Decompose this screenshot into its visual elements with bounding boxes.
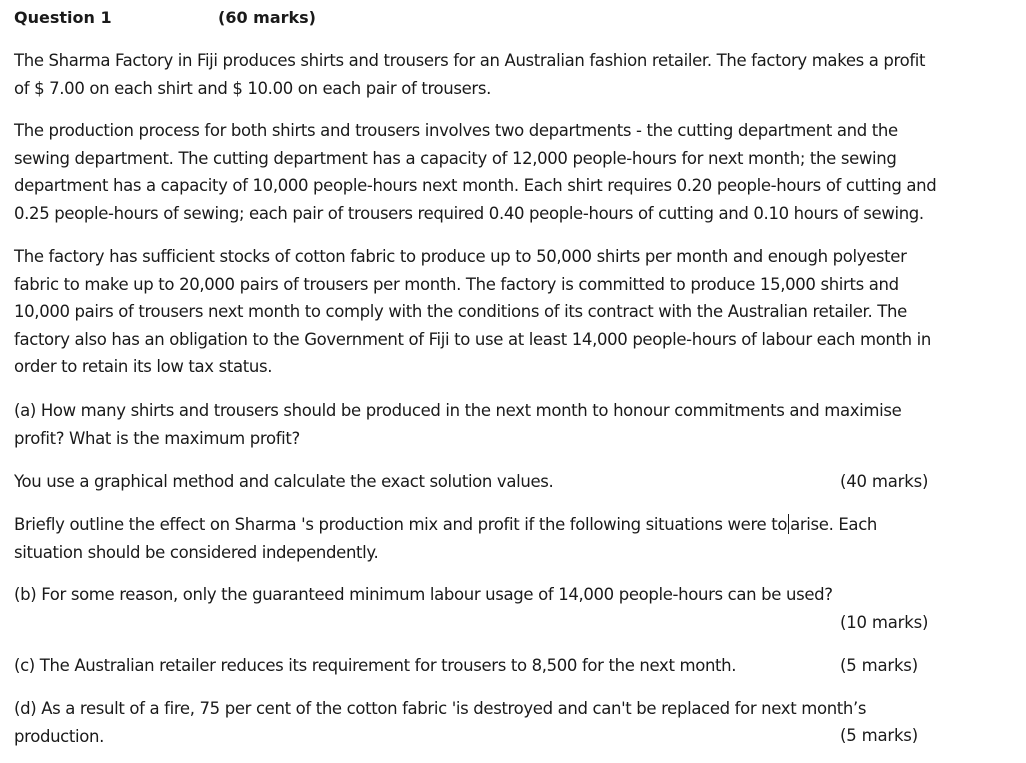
part-a-line-2: profit? What is the maximum profit?	[14, 428, 300, 448]
intro-paragraph	[14, 47, 1006, 102]
method-marks: (40 marks)	[840, 472, 929, 491]
outline-line-1-start: Briefly outline the effect on Sharma 's production mix and profit if the following situations were to	[14, 515, 788, 534]
production-line-4: 0.25 people-hours of sewing; each pair of trousers required 0.40 people-hours of cutting and 0.10 hours of sewing.	[14, 203, 924, 223]
method-text: You use a graphical method and calculate the exact solution values.	[14, 472, 554, 491]
part-c-marks: (5 marks)	[840, 656, 918, 675]
stocks-line-5: order to retain its low tax status.	[14, 357, 273, 376]
text-cursor	[788, 514, 789, 534]
part-d-line-1: (d) As a result of a fire, 75 per cent of the cotton fabric 'is destroyed and can't be replaced for next month’s	[14, 699, 867, 718]
part-b-marks: (10 marks)	[840, 613, 929, 632]
part-a-line-1: (a) How many shirts and trousers should be produced in the next month to honour commitments and maximise	[14, 401, 902, 420]
production-line-2: sewing department. The cutting department has a capacity of 12,000 people-hours for next month; the sewing	[14, 148, 897, 168]
question-title: Question 1	[14, 8, 112, 27]
outline-line-1	[14, 511, 1006, 539]
intro-line-2: of $ 7.00 on each shirt and $ 10.00 on each pair of trousers.	[14, 78, 492, 98]
outline-line-2: situation should be considered independently.	[14, 542, 379, 562]
production-line-3: department has a capacity of 10,000 people-hours next month. Each shirt requires 0.20 people-hours of cutting and	[14, 176, 937, 195]
part-b-text: (b) For some reason, only the guaranteed minimum labour usage of 14,000 people-hours can be used?	[14, 585, 833, 604]
stocks-line-1: The factory has sufficient stocks of cotton fabric to produce up to 50,000 shirts per month and enough polyester	[14, 247, 907, 266]
production-line-1: The production process for both shirts and trousers involves two departments - the cutting department and the	[14, 121, 898, 140]
stocks-line-3: 10,000 pairs of trousers next month to comply with the conditions of its contract with the Australian retailer. The	[14, 302, 907, 321]
question-header	[14, 8, 316, 28]
part-d-line-2: production.	[14, 726, 104, 746]
production-paragraph	[14, 117, 1006, 227]
stocks-paragraph	[14, 243, 1006, 381]
part-b-paragraph	[14, 581, 1006, 609]
question-total-marks: (60 marks)	[218, 8, 316, 27]
part-a-paragraph	[14, 397, 1006, 452]
stocks-line-2: fabric to make up to 20,000 pairs of trousers per month. The factory is committed to produce 15,000 shirts and	[14, 274, 899, 294]
outline-line-1-end: arise. Each	[790, 515, 878, 534]
part-d-marks: (5 marks)	[840, 726, 918, 745]
stocks-line-4: factory also has an obligation to the Government of Fiji to use at least 14,000 people-hours of labour each month in	[14, 329, 932, 349]
intro-line-1: The Sharma Factory in Fiji produces shirts and trousers for an Australian fashion retailer. The factory makes a profit	[14, 51, 926, 70]
outline-paragraph	[14, 511, 1006, 566]
part-c-text: (c) The Australian retailer reduces its requirement for trousers to 8,500 for the next month.	[14, 656, 737, 675]
